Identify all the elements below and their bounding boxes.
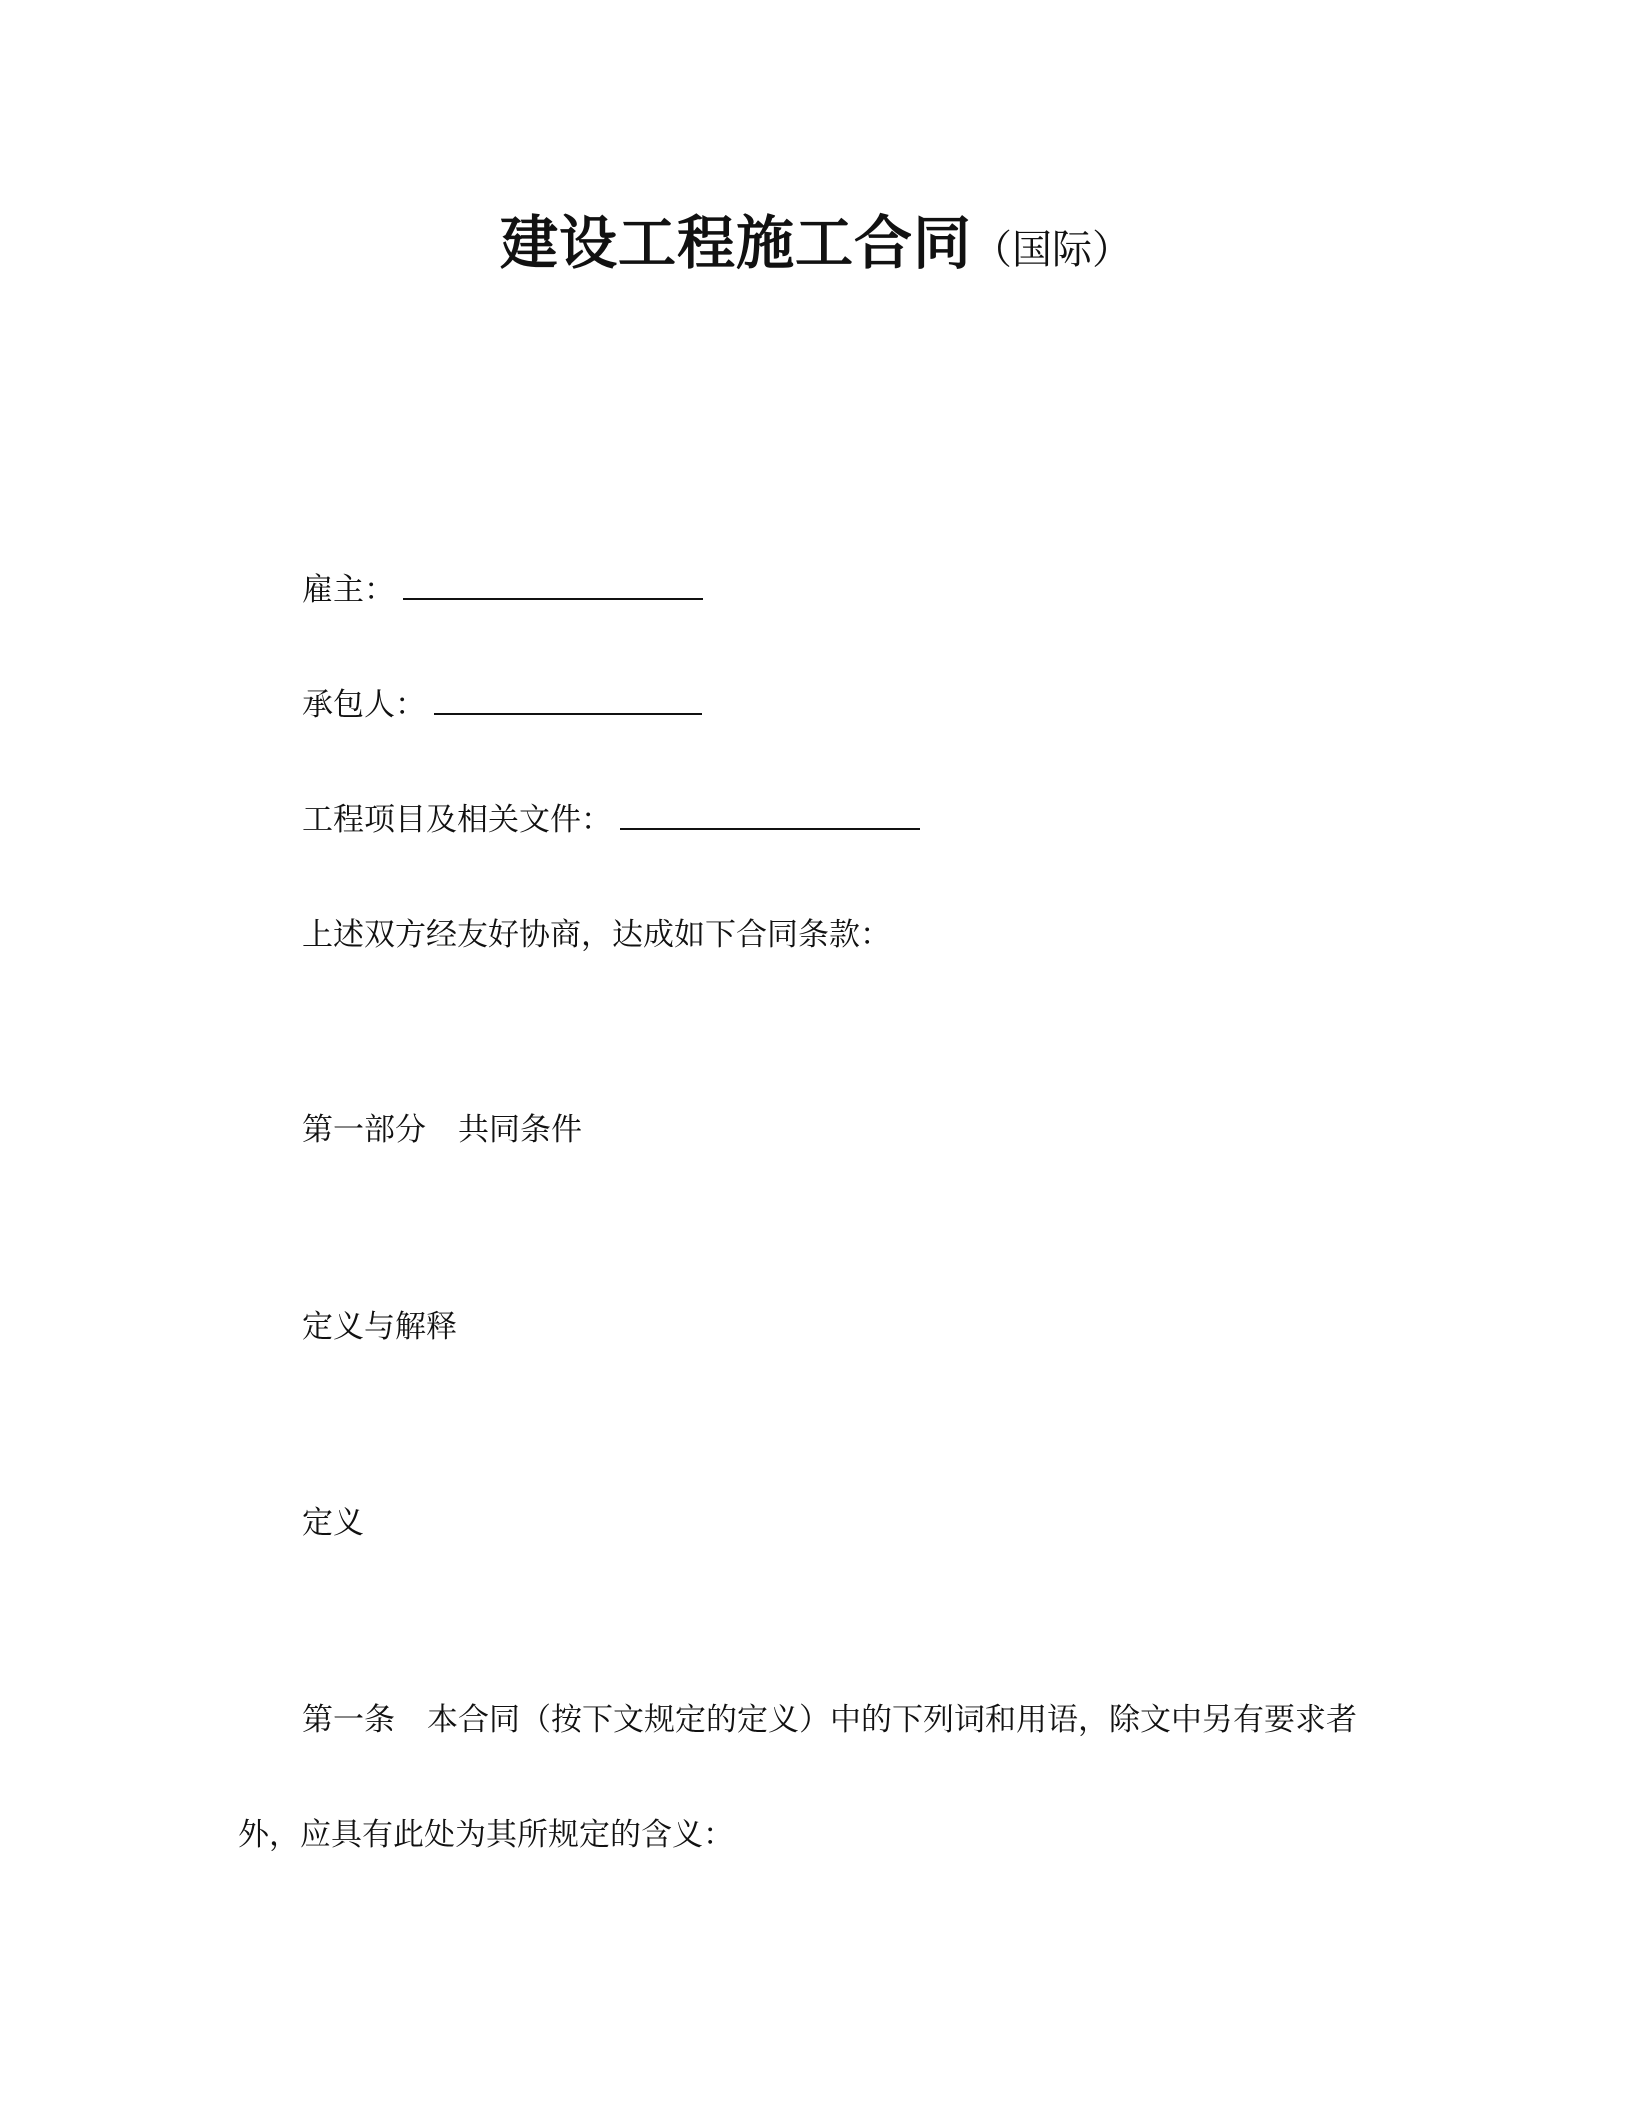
project-blank[interactable] — [620, 806, 920, 830]
subsection-heading: 定义 — [302, 1505, 364, 1541]
intro-paragraph: 上述双方经友好协商，达成如下合同条款： — [302, 917, 891, 953]
contractor-blank[interactable] — [434, 691, 702, 715]
section-heading: 定义与解释 — [302, 1309, 457, 1345]
article-line-1 — [302, 1700, 1357, 1740]
article-text-1: 本合同（按下文规定的定义）中的下列词和用语，除文中另有要求者 — [427, 1702, 1357, 1738]
part-title: 共同条件 — [458, 1112, 582, 1148]
part-number: 第一部分 — [302, 1112, 426, 1148]
employer-field-row — [302, 570, 703, 610]
document-title — [0, 196, 1632, 280]
employer-blank[interactable] — [403, 576, 703, 600]
contractor-field-row — [302, 685, 702, 725]
contractor-label: 承包人： — [302, 687, 426, 723]
title-sub: （国际） — [972, 227, 1132, 273]
article-line-2: 外，应具有此处为其所规定的含义： — [238, 1817, 734, 1853]
project-label: 工程项目及相关文件： — [302, 802, 612, 838]
part-heading — [302, 1110, 582, 1150]
project-field-row — [302, 800, 920, 840]
title-main: 建设工程施工合同 — [499, 209, 972, 277]
article-number: 第一条 — [302, 1702, 395, 1738]
employer-label: 雇主： — [302, 572, 395, 608]
